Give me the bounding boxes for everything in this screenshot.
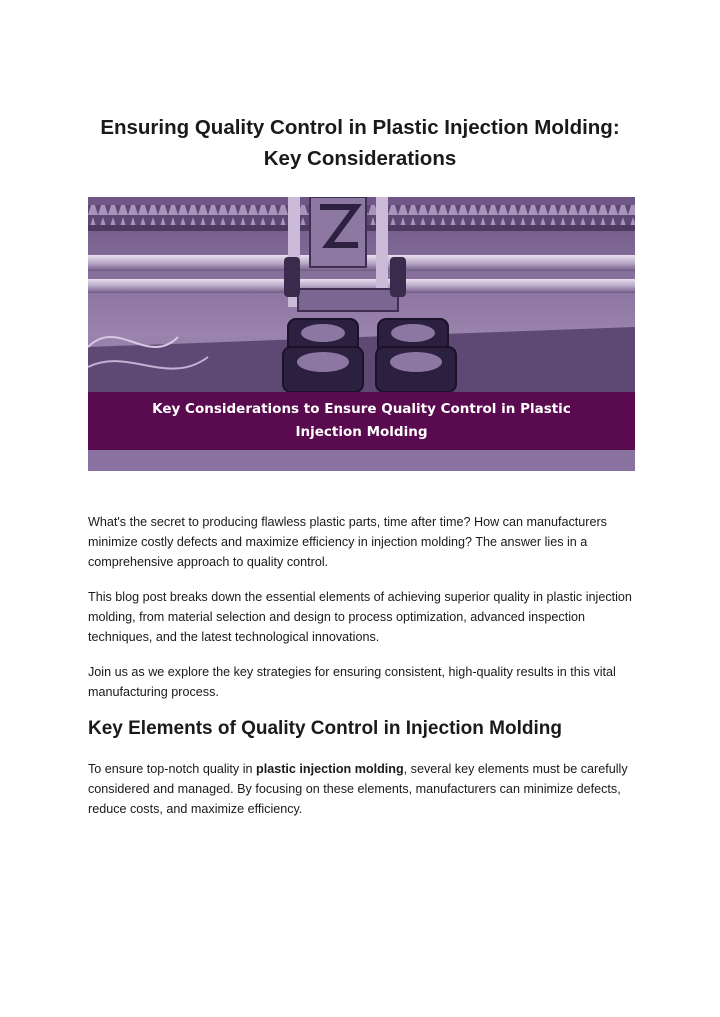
hero-banner bbox=[88, 392, 635, 450]
page-title: Ensuring Quality Control in Plastic Injection Molding: Key Considerations bbox=[100, 116, 620, 170]
section-paragraph bbox=[88, 759, 636, 819]
section-heading: Key Elements of Quality Control in Injection Molding bbox=[88, 718, 562, 739]
hero-banner-text: Key Considerations to Ensure Quality Control in Plastic Injection Molding bbox=[152, 401, 571, 440]
intro-paragraph-3: Join us as we explore the key strategies for ensuring consistent, high-quality results in this vital manufacturing process. bbox=[88, 665, 616, 699]
intro-paragraph-2: This blog post breaks down the essential elements of achieving superior quality in plastic injection molding, from material selection and design to process optimization, advanced inspection techniques, and the latest technological innovations. bbox=[88, 590, 632, 644]
intro-paragraph-1: What's the secret to producing flawless plastic parts, time after time? How can manufacturers minimize costly defects and maximize efficiency in injection molding? The answer lies in a comprehensive approach to quality control. bbox=[88, 515, 607, 569]
section-text-after: , several key elements must be carefully considered and managed. By focusing on these elements, manufacturers can minimize defects, reduce costs, and maximize efficiency. bbox=[88, 762, 628, 816]
hero-image bbox=[88, 197, 635, 471]
section-text-before: To ensure top-notch quality in bbox=[88, 762, 257, 776]
keyword-bold: plastic injection molding bbox=[256, 762, 404, 776]
